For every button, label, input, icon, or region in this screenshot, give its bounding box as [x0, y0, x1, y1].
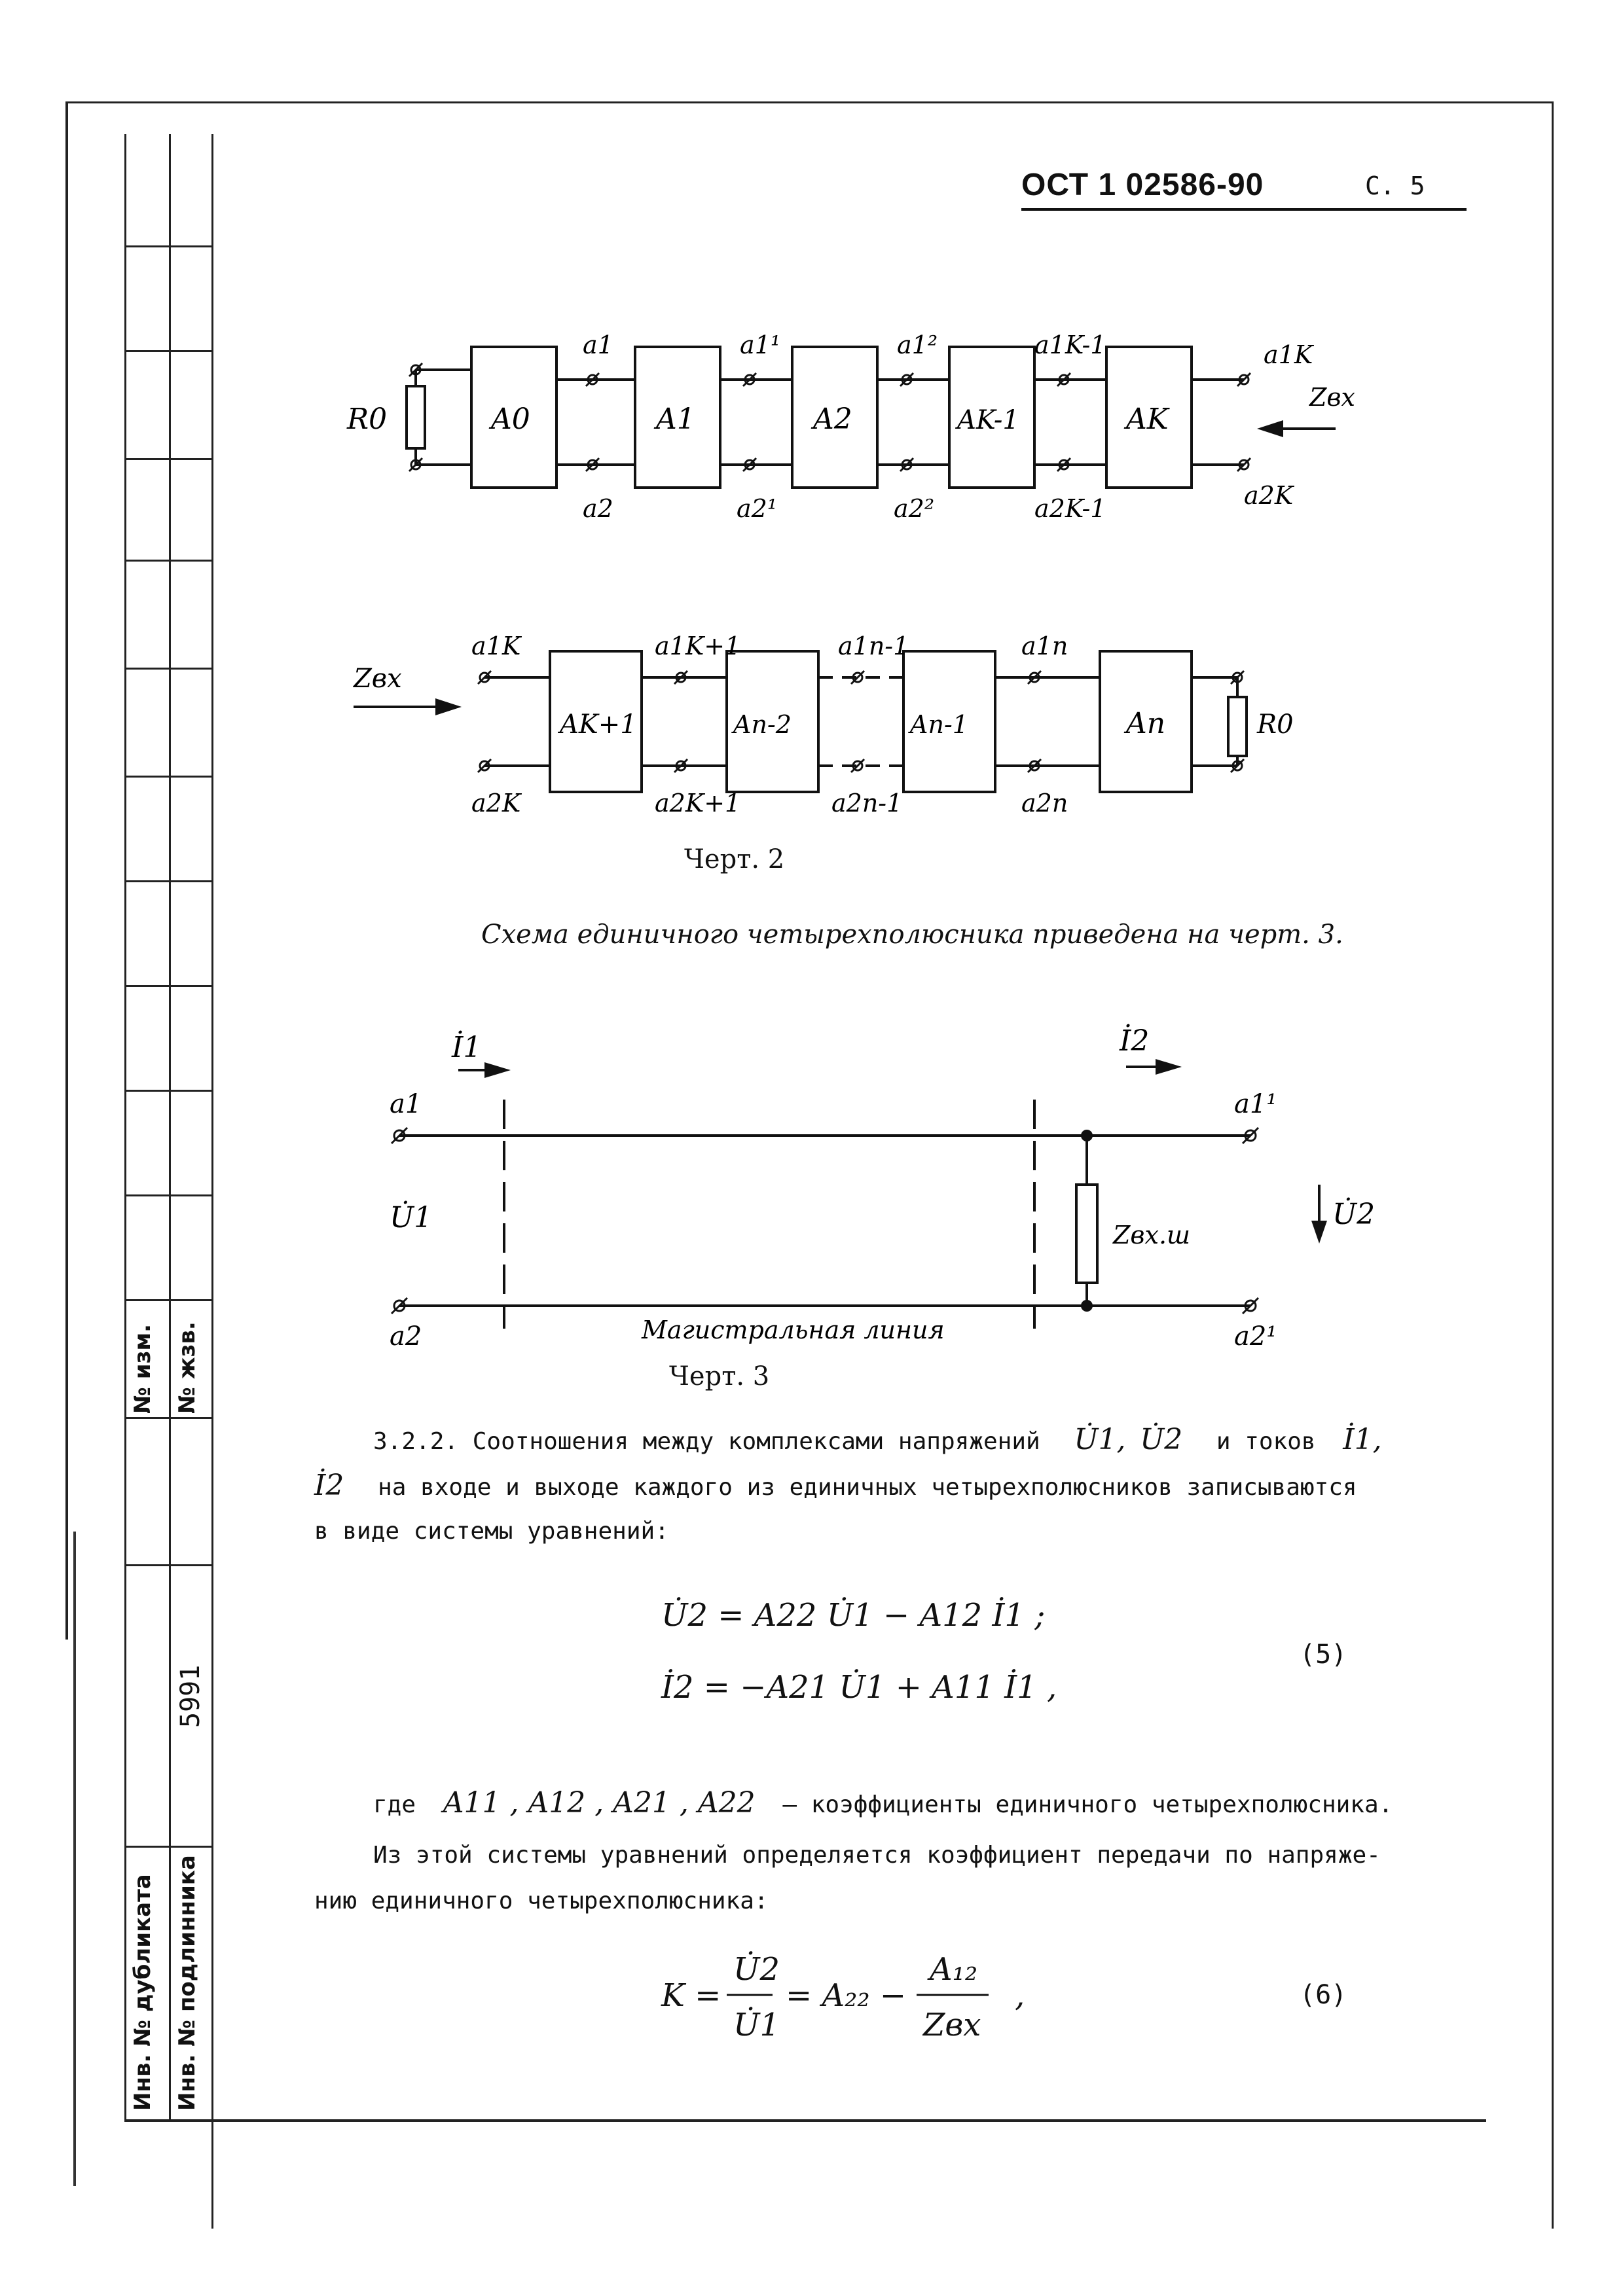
- stamp-divider: [124, 1299, 213, 1301]
- terminal-label: a2n-1: [831, 789, 903, 817]
- terminal-label: a2: [583, 494, 613, 523]
- paragraph-text: на входе и выходе каждого из единичных четырехполюсников записываются: [378, 1474, 1357, 1501]
- symbol-i1: İ1: [1343, 1423, 1373, 1456]
- input-impedance-label: Zвх: [354, 664, 402, 694]
- equation-5-line1: U̇2 = A22 U̇1 − A12 İ1 ;: [661, 1597, 1046, 1634]
- stamp-divider: [124, 560, 213, 562]
- voltage-u2-label: U̇2: [1332, 1198, 1376, 1231]
- stamp-divider: [124, 776, 213, 778]
- terminal-label: a2n: [1021, 789, 1068, 817]
- coefficient-list: A11 , A12 , A21 , A22: [443, 1786, 756, 1820]
- svg-text:= A₂₂ −: = A₂₂ −: [786, 1977, 907, 2014]
- eq6-denominator-u1: U̇1: [733, 2007, 780, 2043]
- paragraph-3-2-2-line3: в виде системы уравнений:: [314, 1518, 669, 1545]
- svg-text:,: ,: [1015, 1977, 1025, 2014]
- stamp-divider: [124, 458, 213, 460]
- stamp-izm-label: № изм.: [130, 1323, 156, 1414]
- stamp-number: 5991: [175, 1664, 206, 1728]
- stamp-dubl-label: Инв. № дубликата: [130, 1874, 156, 2111]
- block-label: AK+1: [560, 709, 637, 740]
- stamp-border-mid: [169, 134, 171, 2121]
- paragraph-transfer-line2: нию единичного четырехполюсника:: [314, 1888, 769, 1914]
- terminal-label: a1K+1: [655, 632, 741, 660]
- content-border-left: [211, 134, 213, 2229]
- stamp-zhv-label: № жзв.: [174, 1321, 200, 1414]
- equation-6-number: (6): [1300, 1980, 1347, 2010]
- stamp-divider: [124, 1846, 213, 1848]
- block-label: A1: [656, 403, 695, 436]
- terminal-label: a1n-1: [838, 632, 909, 660]
- block-label: A0: [491, 403, 530, 436]
- terminal-label: a2K-1: [1034, 494, 1106, 523]
- stamp-border-left: [124, 134, 126, 2121]
- terminal-label: a1: [583, 331, 613, 359]
- r0-label: R0: [1257, 709, 1294, 740]
- current-i1-label: İ1: [452, 1031, 482, 1064]
- coefficients-line: [373, 1780, 1393, 1828]
- block-label: AK-1: [957, 405, 1019, 435]
- terminal-label: a1²: [897, 331, 938, 359]
- paragraph-transfer-line1: Из этой системы уравнений определяется коэффициент передачи по напряже-: [373, 1842, 1381, 1869]
- terminal-label: a2K+1: [655, 789, 741, 817]
- page-number: С. 5: [1365, 171, 1425, 200]
- page-frame-scan-edge: [73, 1532, 76, 2186]
- coefficients-description: – коэффициенты единичного четырехполюсника.: [782, 1791, 1393, 1818]
- symbol-u1: U̇1: [1074, 1423, 1117, 1456]
- figure2-row1-diagram: [314, 308, 1395, 543]
- stamp-divider: [124, 668, 213, 670]
- equation-5-line2: İ2 = −A21 U̇1 + A11 İ1 ,: [661, 1669, 1057, 1706]
- symbol-i2: İ2: [314, 1469, 344, 1502]
- equation-6: [655, 1931, 1074, 2062]
- block-label: An-1: [910, 710, 968, 739]
- figure2-caption: Черт. 2: [684, 844, 785, 874]
- shunt-impedance-label: Zвх.ш: [1113, 1221, 1191, 1249]
- block-label: An-2: [733, 710, 792, 739]
- stamp-divider: [124, 1090, 213, 1092]
- stamp-divider: [124, 880, 213, 882]
- paragraph-3-2-2-text: 3.2.2. Соотношения между комплексами напряжений: [373, 1428, 1040, 1455]
- content-border-bottom: [124, 2119, 1486, 2122]
- eq6-numerator-u2: U̇2: [733, 1951, 780, 1988]
- terminal-label: a1n: [1021, 632, 1068, 660]
- intro-sentence: Схема единичного четырехполюсника приведена на черт. 3.: [481, 920, 1343, 950]
- equation-5-number: (5): [1300, 1640, 1347, 1670]
- stamp-divider: [124, 245, 213, 247]
- terminal-a2p-label: a2¹: [1234, 1321, 1277, 1352]
- figure3-caption: Черт. 3: [669, 1361, 770, 1391]
- terminal-label: a1K: [471, 632, 521, 660]
- terminal-a2-label: a2: [390, 1321, 422, 1352]
- symbol-u2: U̇2: [1140, 1423, 1183, 1456]
- block-label: A2: [813, 403, 852, 436]
- current-i2-label: İ2: [1120, 1024, 1150, 1058]
- stamp-divider: [124, 985, 213, 987]
- main-line-label: Магистральная линия: [642, 1316, 945, 1344]
- figure2-row2-diagram: [314, 602, 1395, 825]
- block-label: AK: [1126, 403, 1169, 436]
- terminal-label: a2¹: [737, 494, 778, 523]
- svg-text:K =: K =: [661, 1977, 721, 2014]
- voltage-u1-label: U̇1: [390, 1201, 433, 1234]
- terminal-label: a1K-1: [1034, 331, 1106, 359]
- header-underline: [1021, 208, 1467, 211]
- input-impedance-label: Zвх: [1309, 383, 1355, 412]
- and-currents-text: и токов: [1216, 1428, 1316, 1455]
- stamp-divider: [124, 1194, 213, 1196]
- terminal-label: a2K: [471, 789, 521, 817]
- terminal-label: a1K: [1264, 340, 1313, 369]
- stamp-podl-label: Инв. № подлинника: [174, 1855, 200, 2111]
- terminal-a1p-label: a1¹: [1234, 1089, 1277, 1119]
- terminal-label: a1¹: [740, 331, 781, 359]
- terminal-label: a2K: [1244, 481, 1294, 510]
- stamp-divider: [124, 1417, 213, 1419]
- paragraph-3-2-2-line1: 3.2.2. Соотношения между комплексами напряжений U̇1, U̇2 и токов İ1,: [373, 1423, 1382, 1456]
- stamp-divider: [124, 350, 213, 352]
- where-word: где: [373, 1791, 416, 1818]
- eq6-denominator-z: Zвх: [923, 2007, 981, 2043]
- figure3-diagram: [354, 1008, 1401, 1374]
- standard-number: ОСТ 1 02586-90: [1021, 168, 1264, 202]
- r0-label: R0: [347, 403, 388, 436]
- terminal-label: a2²: [894, 494, 935, 523]
- block-label: An: [1126, 707, 1166, 740]
- page-frame-left: [65, 101, 68, 1640]
- stamp-divider: [124, 1564, 213, 1566]
- page-frame-right: [1552, 101, 1554, 2229]
- svg-text:A₁₂: A₁₂: [930, 1951, 978, 1988]
- page-frame-top: [65, 101, 1552, 103]
- paragraph-3-2-2-line2: [314, 1463, 1357, 1511]
- terminal-a1-label: a1: [390, 1089, 422, 1119]
